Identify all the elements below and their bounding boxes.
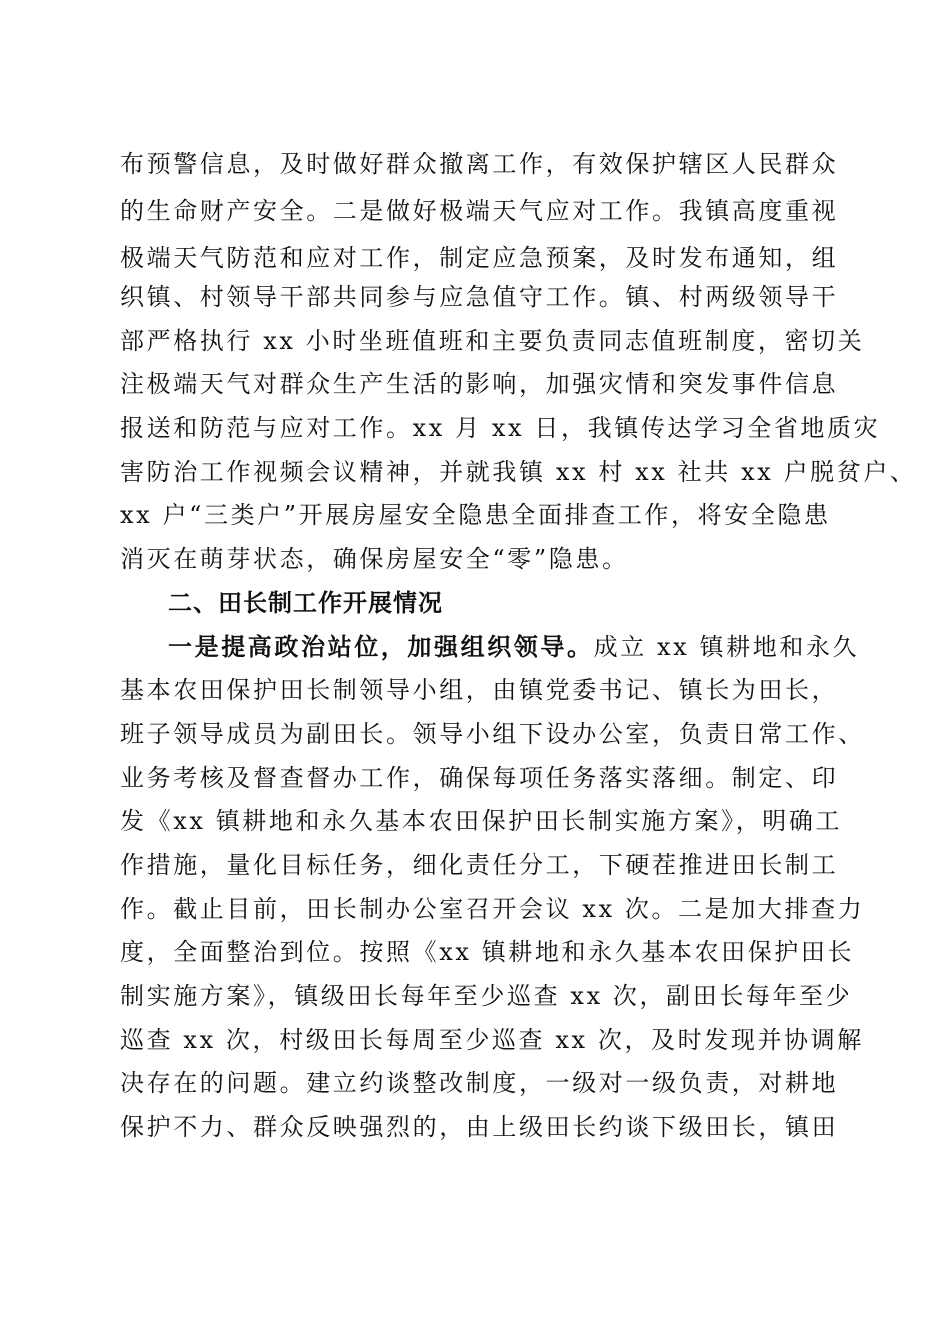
- paragraph-line: 布预警信息，及时做好群众撤离工作，有效保护辖区人民群众: [120, 150, 839, 178]
- paragraph-lead-bold: 一是提高政治站位，加强组织领导。: [168, 632, 594, 661]
- paragraph-line: 决存在的问题。建立约谈整改制度，一级对一级负责，对耕地: [120, 1069, 839, 1097]
- paragraph-line: 注极端天气对群众生产生活的影响，加强灾情和突发事件信息: [120, 370, 839, 398]
- paragraph-line: 度，全面整治到位。按照《xx 镇耕地和永久基本农田保护田长: [120, 938, 855, 966]
- paragraph-line: 作。截止目前，田长制办公室召开会议 xx 次。二是加大排查力: [120, 895, 865, 923]
- paragraph-line: 基本农田保护田长制领导小组，由镇党委书记、镇长为田长，: [120, 676, 839, 704]
- paragraph-line: 害防治工作视频会议精神，并就我镇 xx 村 xx 社共 xx 户脱贫户、: [120, 458, 917, 486]
- paragraph-line: 消灭在萌芽状态，确保房屋安全“零”隐患。: [120, 545, 629, 573]
- paragraph-line: 班子领导成员为副田长。领导小组下设办公室，负责日常工作、: [120, 720, 865, 748]
- paragraph-line: 极端天气防范和应对工作，制定应急预案，及时发布通知，组: [120, 244, 839, 272]
- paragraph-line: 报送和防范与应对工作。xx 月 xx 日，我镇传达学习全省地质灾: [120, 414, 881, 442]
- paragraph-line: 制实施方案》，镇级田长每年至少巡查 xx 次，副田长每年至少: [120, 982, 853, 1010]
- paragraph-line: 部严格执行 xx 小时坐班值班和主要负责同志值班制度，密切关: [120, 327, 865, 355]
- paragraph-line: xx 户“三类户”开展房屋安全隐患全面排查工作，将安全隐患: [120, 501, 831, 529]
- paragraph-line: 巡查 xx 次，村级田长每周至少巡查 xx 次，及时发现并协调解: [120, 1026, 864, 1054]
- paragraph-line: 织镇、村领导干部共同参与应急值守工作。镇、村两级领导干: [120, 283, 839, 311]
- paragraph-line: 作措施，量化目标任务，细化责任分工，下硬茬推进田长制工: [120, 851, 839, 879]
- paragraph-line: 的生命财产安全。二是做好极端天气应对工作。我镇高度重视: [120, 197, 839, 225]
- paragraph-line: 发《xx 镇耕地和永久基本农田保护田长制实施方案》，明确工: [120, 807, 843, 835]
- paragraph-line: 保护不力、群众反映强烈的，由上级田长约谈下级田长，镇田: [120, 1113, 839, 1141]
- paragraph-line: 业务考核及督查督办工作，确保每项任务落实落细。制定、印: [120, 764, 839, 792]
- paragraph-first-line: [168, 629, 878, 665]
- paragraph-lead-rest: 成立 xx 镇耕地和永久: [593, 633, 860, 661]
- section-heading: 二、田长制工作开展情况: [168, 589, 443, 617]
